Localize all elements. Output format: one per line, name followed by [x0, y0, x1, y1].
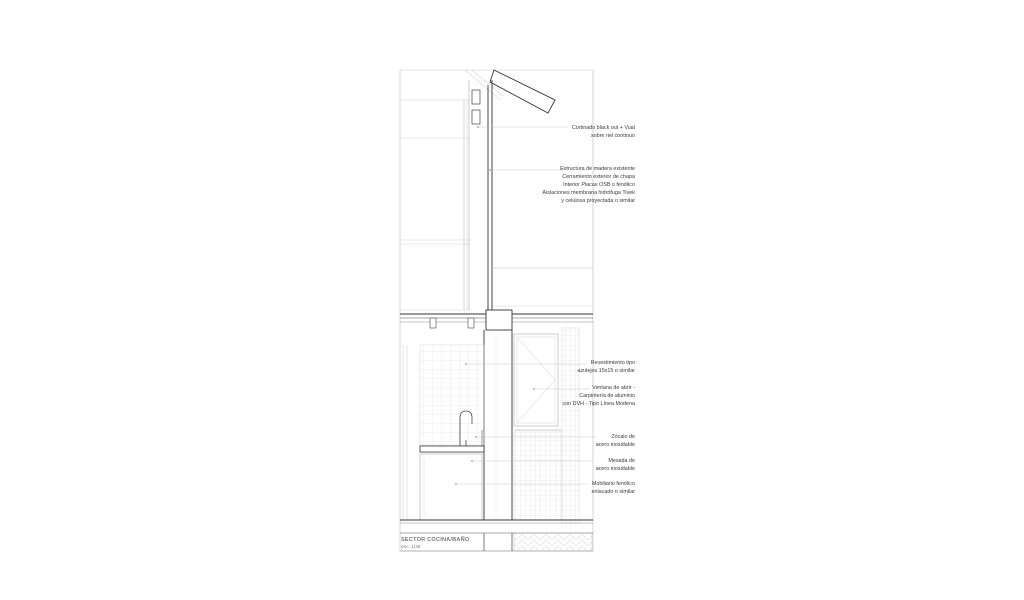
drawing-title: SECTOR COCINA/BAÑO	[401, 537, 470, 543]
note-tiles: Revestimiento tipo azulejos 15x15 o similar	[577, 360, 635, 374]
note-counter: Mesada de acero inoxidable	[595, 458, 635, 472]
window	[514, 328, 579, 523]
note-curtain: Cortinado black out + Vual sobre riel continuo	[571, 125, 635, 139]
drawing-scale: esc: 1/25	[401, 545, 421, 550]
note-skirting: Zócalo de acero inoxidable	[595, 434, 635, 448]
note-furniture: Mobiliario fenólico enlacado o similar	[591, 481, 635, 495]
floor-slab	[400, 310, 593, 330]
note-structure: Estructura de madera existente Cerramiento exterior de chapa Interior Placas OSB o fenólico Aislaciones membrana hidrófuga Tivek y celulosa proyectada o similar	[542, 166, 635, 204]
lower-wall	[484, 330, 512, 520]
title-block	[401, 536, 469, 551]
note-window: Ventana de abrir - Carpintería de aluminio con DVH - Tipo Línea Modena	[562, 385, 635, 407]
